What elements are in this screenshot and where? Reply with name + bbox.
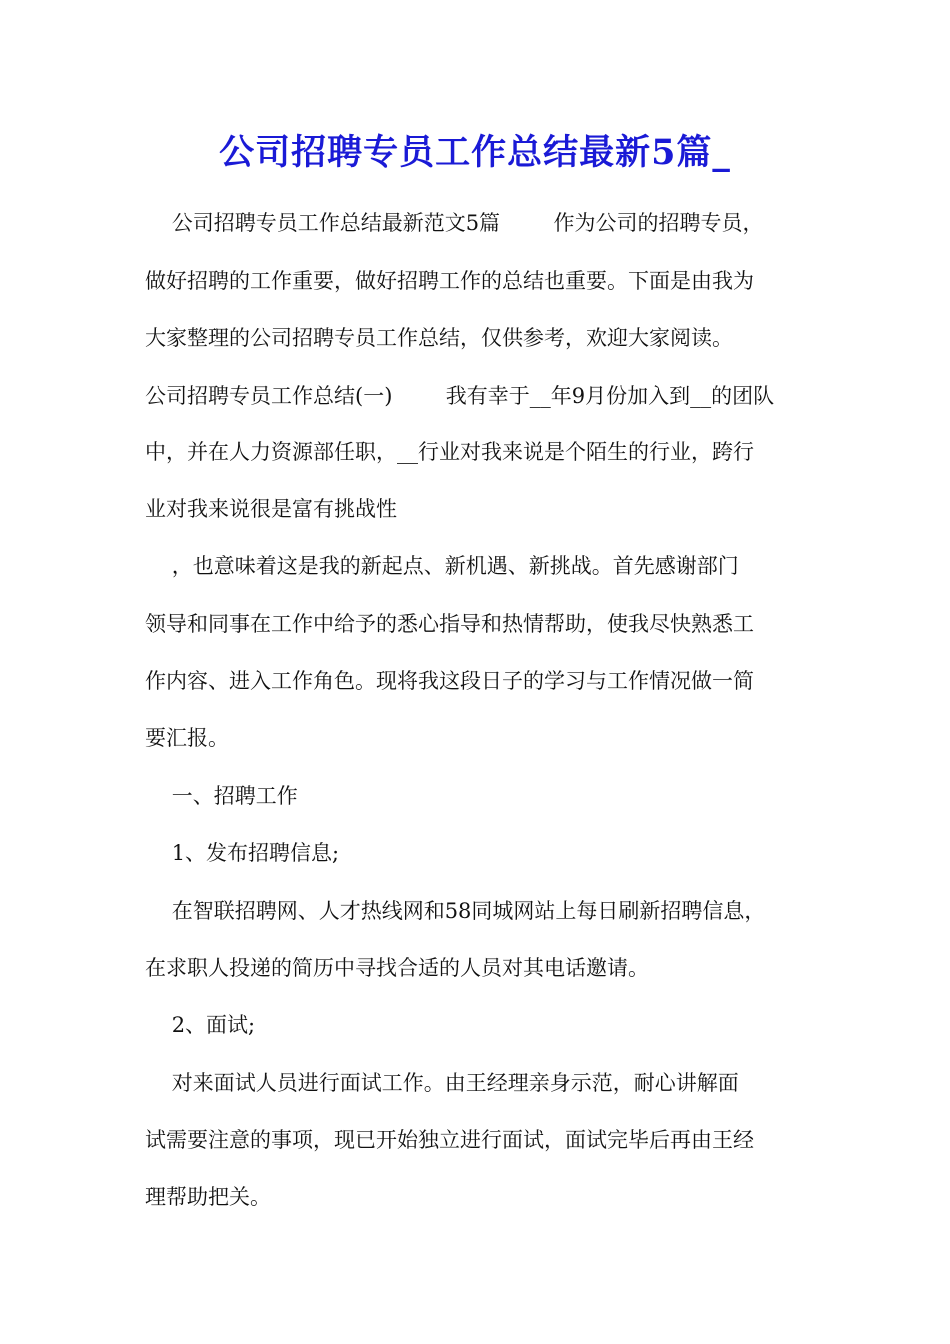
document-title: 公司招聘专员工作总结最新5篇_ — [219, 132, 731, 173]
body-line: ，也意味着这是我的新起点、新机遇、新挑战。首先感谢部门 — [145, 554, 739, 578]
subsection-heading: 2、面试; — [145, 1013, 256, 1037]
body-line: 作内容、进入工作角色。现将我这段日子的学习与工作情况做一简 — [145, 669, 754, 693]
body-line: 大家整理的公司招聘专员工作总结，仅供参考，欢迎大家阅读。 — [145, 326, 733, 350]
body-line: 中，并在人力资源部任职，__行业对我来说是个陌生的行业，跨行 — [145, 440, 754, 464]
body-line: 在智联招聘网、人才热线网和58同城网站上每日刷新招聘信息， — [145, 899, 766, 923]
body-line: 试需要注意的事项，现已开始独立进行面试，面试完毕后再由王经 — [145, 1128, 754, 1152]
body-line: 在求职人投递的简历中寻找合适的人员对其电话邀请。 — [145, 956, 649, 980]
subsection-heading: 1、发布招聘信息; — [145, 841, 340, 865]
body-line: 要汇报。 — [145, 726, 229, 750]
section-heading: 一、招聘工作 — [145, 784, 298, 808]
body-line: 对来面试人员进行面试工作。由王经理亲身示范，耐心讲解面 — [145, 1071, 739, 1095]
body-line: 理帮助把关。 — [145, 1185, 271, 1209]
body-line: 领导和同事在工作中给予的悉心指导和热情帮助，使我尽快熟悉工 — [145, 612, 754, 636]
body-line: 做好招聘的工作重要，做好招聘工作的总结也重要。下面是由我为 — [145, 269, 754, 293]
body-line: 公司招聘专员工作总结最新范文5篇 作为公司的招聘专员， — [145, 211, 764, 235]
body-line: 业对我来说很是富有挑战性 — [145, 497, 397, 521]
body-line: 公司招聘专员工作总结(一) 我有幸于__年9月份加入到__的团队 — [145, 384, 775, 408]
